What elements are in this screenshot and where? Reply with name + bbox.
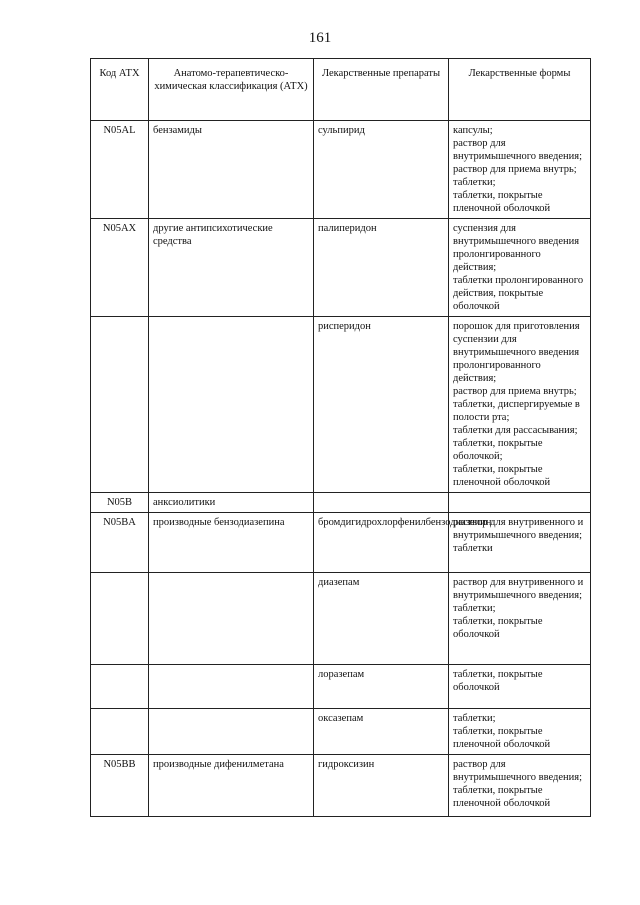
drug-cell: гидроксизин: [314, 755, 449, 817]
forms-cell: [449, 573, 591, 665]
dosage-form: таблетки, покрытые пленочной оболочкой: [453, 785, 551, 809]
forms-cell: [449, 513, 591, 573]
table-row: [91, 755, 591, 817]
dosage-form: раствор для внутривенного и внутримышечного введения;: [453, 517, 584, 541]
atx-class-cell: [149, 709, 314, 755]
atx-code-cell: [91, 573, 149, 665]
table-row: [91, 121, 591, 219]
table-row: [91, 573, 591, 665]
table-row: [91, 219, 591, 317]
forms-cell: [449, 709, 591, 755]
drug-cell: бромдигидрохлорфенилбензодиазепин: [314, 513, 449, 573]
table-body: [91, 121, 591, 817]
header-class: Анатомо-терапевтическо-химическая классификация (АТХ): [149, 59, 314, 121]
dosage-form: таблетки, покрытые оболочкой;: [453, 438, 543, 462]
atx-class-cell: производные дифенилметана: [149, 755, 314, 817]
dosage-form: порошок для приготовления суспензии для внутримышечного введения пролонгированного действия;: [453, 321, 580, 384]
atx-code-cell: [91, 709, 149, 755]
atx-code-cell: N05AX: [91, 219, 149, 317]
dosage-form: таблетки, покрытые пленочной оболочкой: [453, 464, 551, 488]
dosage-form: таблетки: [453, 543, 493, 554]
dosage-form: таблетки, покрытые оболочкой: [453, 669, 543, 693]
header-drugs: Лекарственные препараты: [314, 59, 449, 121]
drug-cell: рисперидон: [314, 317, 449, 493]
dosage-form: таблетки;: [453, 177, 496, 188]
atx-code-cell: N05BB: [91, 755, 149, 817]
atx-code-cell: N05B: [91, 493, 149, 513]
dosage-form: раствор для внутривенного и внутримышечного введения;: [453, 577, 584, 601]
dosage-form: капсулы;: [453, 125, 493, 136]
table-row: [91, 709, 591, 755]
dosage-form: таблетки;: [453, 603, 496, 614]
drug-cell: диазепам: [314, 573, 449, 665]
drug-cell: палиперидон: [314, 219, 449, 317]
dosage-form: суспензия для внутримышечного введения пролонгированного действия;: [453, 223, 580, 273]
forms-cell: [449, 493, 591, 513]
atx-class-cell: производные бензодиазепина: [149, 513, 314, 573]
dosage-form: таблетки, покрытые пленочной оболочкой: [453, 190, 551, 214]
dosage-form: таблетки, покрытые пленочной оболочкой: [453, 726, 551, 750]
atx-class-cell: бензамиды: [149, 121, 314, 219]
forms-cell: [449, 121, 591, 219]
dosage-form: раствор для внутримышечного введения;: [453, 138, 583, 162]
header-code: Код АТХ: [91, 59, 149, 121]
dosage-form: таблетки, диспергируемые в полости рта;: [453, 399, 580, 423]
atx-class-cell: [149, 665, 314, 709]
atx-code-cell: [91, 665, 149, 709]
dosage-form: раствор для внутримышечного введения;: [453, 759, 583, 783]
atx-table: [90, 58, 591, 817]
atx-code-cell: [91, 317, 149, 493]
dosage-form: раствор для приема внутрь;: [453, 386, 577, 397]
drug-cell: сульпирид: [314, 121, 449, 219]
forms-cell: [449, 755, 591, 817]
table-row: [91, 317, 591, 493]
atx-code-cell: N05BA: [91, 513, 149, 573]
table-row: [91, 493, 591, 513]
table-row: [91, 513, 591, 573]
dosage-form: таблетки для рассасывания;: [453, 425, 578, 436]
drug-cell: [314, 493, 449, 513]
atx-class-cell: анксиолитики: [149, 493, 314, 513]
header-forms: Лекарственные формы: [449, 59, 591, 121]
drug-cell: оксазепам: [314, 709, 449, 755]
atx-code-cell: N05AL: [91, 121, 149, 219]
atx-class-cell: другие антипсихотические средства: [149, 219, 314, 317]
dosage-form: таблетки;: [453, 713, 496, 724]
atx-class-cell: [149, 317, 314, 493]
forms-cell: [449, 219, 591, 317]
table-header-row: [91, 59, 591, 121]
forms-cell: [449, 317, 591, 493]
table-row: [91, 665, 591, 709]
drug-cell: лоразепам: [314, 665, 449, 709]
atx-class-cell: [149, 573, 314, 665]
dosage-form: раствор для приема внутрь;: [453, 164, 577, 175]
forms-cell: [449, 665, 591, 709]
dosage-form: таблетки пролонгированного действия, покрытые оболочкой: [453, 275, 584, 312]
page-number: 161: [308, 30, 332, 46]
dosage-form: таблетки, покрытые оболочкой: [453, 616, 543, 640]
